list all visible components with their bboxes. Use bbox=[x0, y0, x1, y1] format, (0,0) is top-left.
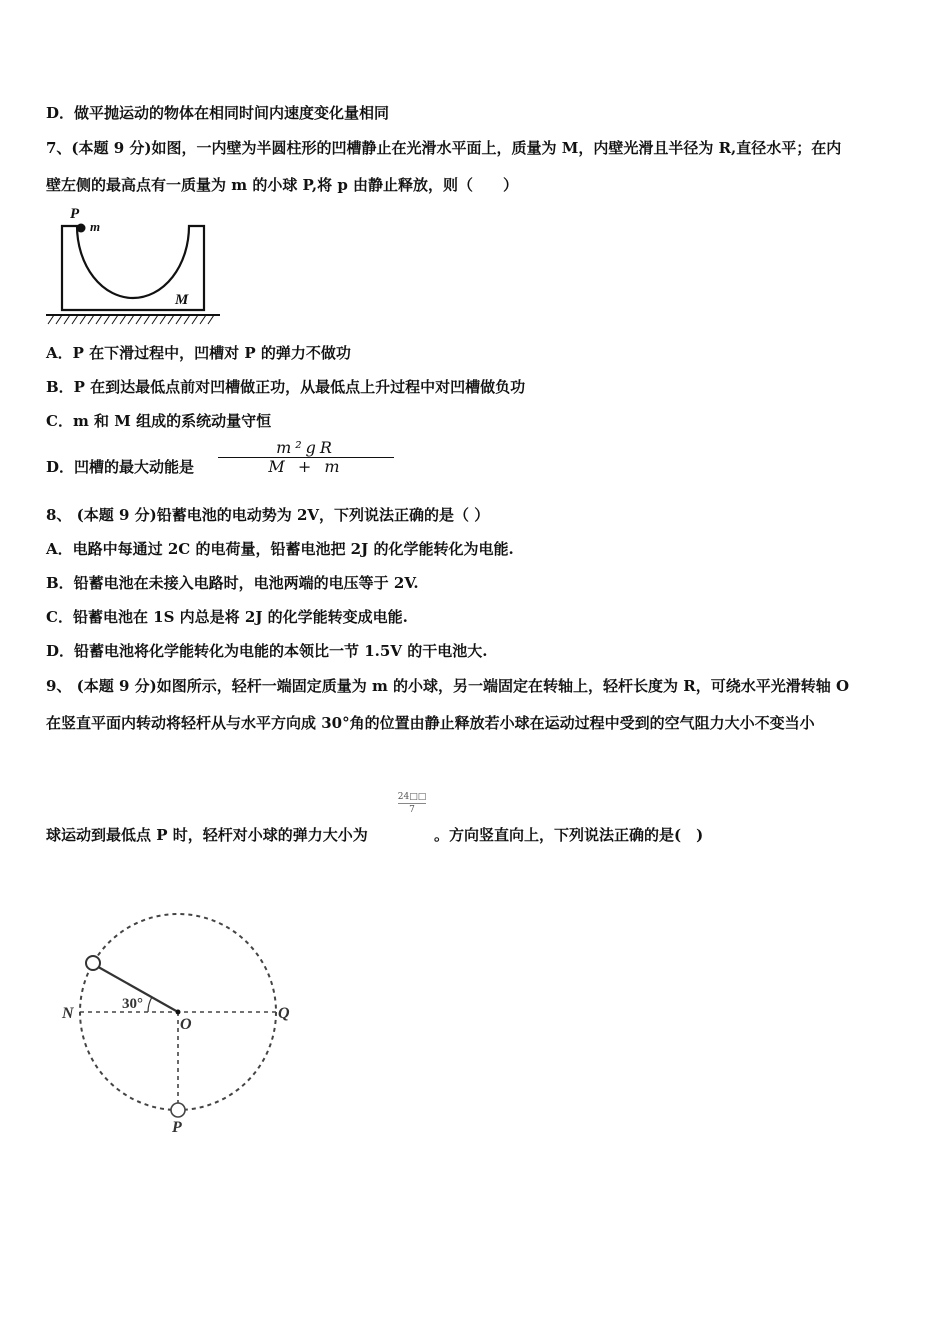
q9-stem-line3a: 球运动到最低点 P 时，轻杆对小球的弹力大小为 bbox=[46, 826, 368, 844]
q7-stem-line1: 7、(本题 9 分)如图，一内壁为半圆柱形的凹槽静止在光滑水平面上，质量为 M，内壁光滑且半径为 R,直径水平；在内 bbox=[46, 139, 842, 157]
label-p: P bbox=[172, 1119, 182, 1136]
q7-stem-line2: 壁左侧的最高点有一质量为 m 的小球 P,将 p 由静止释放，则（ ） bbox=[46, 176, 519, 194]
pivot-o bbox=[176, 1010, 181, 1015]
q8-option-a: A．电路中每通过 2C 的电荷量，铅蓄电池把 2J 的化学能转化为电能. bbox=[46, 540, 514, 558]
angle-arc bbox=[148, 997, 152, 1012]
ground-hatch bbox=[48, 315, 214, 324]
label-n: N bbox=[62, 1005, 74, 1022]
q8-option-d: D．铅蓄电池将化学能转化为电能的本领比一节 1.5V 的干电池大. bbox=[46, 642, 488, 660]
label-q: Q bbox=[278, 1005, 290, 1022]
q9-denominator: 7 bbox=[409, 805, 415, 815]
q8-option-b: B．铅蓄电池在未接入电路时，电池两端的电压等于 2V. bbox=[46, 574, 419, 592]
label-o: O bbox=[180, 1016, 192, 1033]
label-angle: 30° bbox=[122, 996, 143, 1012]
label-m: m bbox=[90, 219, 101, 234]
q7-option-b: B．P 在到达最低点前对凹槽做正功，从最低点上升过程中对凹槽做负功 bbox=[46, 378, 526, 396]
label-big-m: M bbox=[175, 292, 189, 308]
q7-figure bbox=[44, 200, 224, 330]
label-p: P bbox=[70, 206, 80, 222]
q8-stem: 8、 (本题 9 分)铅蓄电池的电动势为 2V，下列说法正确的是（ ） bbox=[46, 506, 490, 524]
q9-fraction-bar bbox=[398, 803, 426, 804]
q7d-denominator: M + m bbox=[268, 457, 344, 476]
q9-stem-line2: 在竖直平面内转动将轻杆从与水平方向成 30°角的位置由静止释放若小球在运动过程中受到的空气阻力大小不变当小 bbox=[46, 714, 815, 732]
q7d-formula bbox=[218, 440, 394, 475]
q7-option-d: D．凹槽的最大动能是 bbox=[46, 458, 195, 476]
q9-figure bbox=[56, 900, 306, 1140]
q9-stem-line1: 9、 (本题 9 分)如图所示，轻杆一端固定质量为 m 的小球，另一端固定在转轴上，轻杆长度为 R，可绕水平光滑转轴 O bbox=[46, 677, 850, 695]
q9-stem-line3b: 。方向竖直向上，下列说法正确的是( ) bbox=[434, 826, 704, 844]
q8-option-c: C．铅蓄电池在 1S 内总是将 2J 的化学能转变成电能. bbox=[46, 608, 408, 626]
q7-option-a: A．P 在下滑过程中，凹槽对 P 的弹力不做功 bbox=[46, 344, 351, 362]
q7-option-c: C．m 和 M 组成的系统动量守恒 bbox=[46, 412, 272, 430]
ball-bottom bbox=[171, 1103, 185, 1117]
ball-start bbox=[86, 956, 100, 970]
q7d-numerator: m²gR bbox=[276, 438, 336, 457]
q9-formula bbox=[394, 792, 430, 815]
q6-option-d: D．做平抛运动的物体在相同时间内速度变化量相同 bbox=[46, 104, 390, 122]
q9-numerator: 24□□ bbox=[397, 792, 427, 802]
ball-p bbox=[77, 224, 86, 233]
